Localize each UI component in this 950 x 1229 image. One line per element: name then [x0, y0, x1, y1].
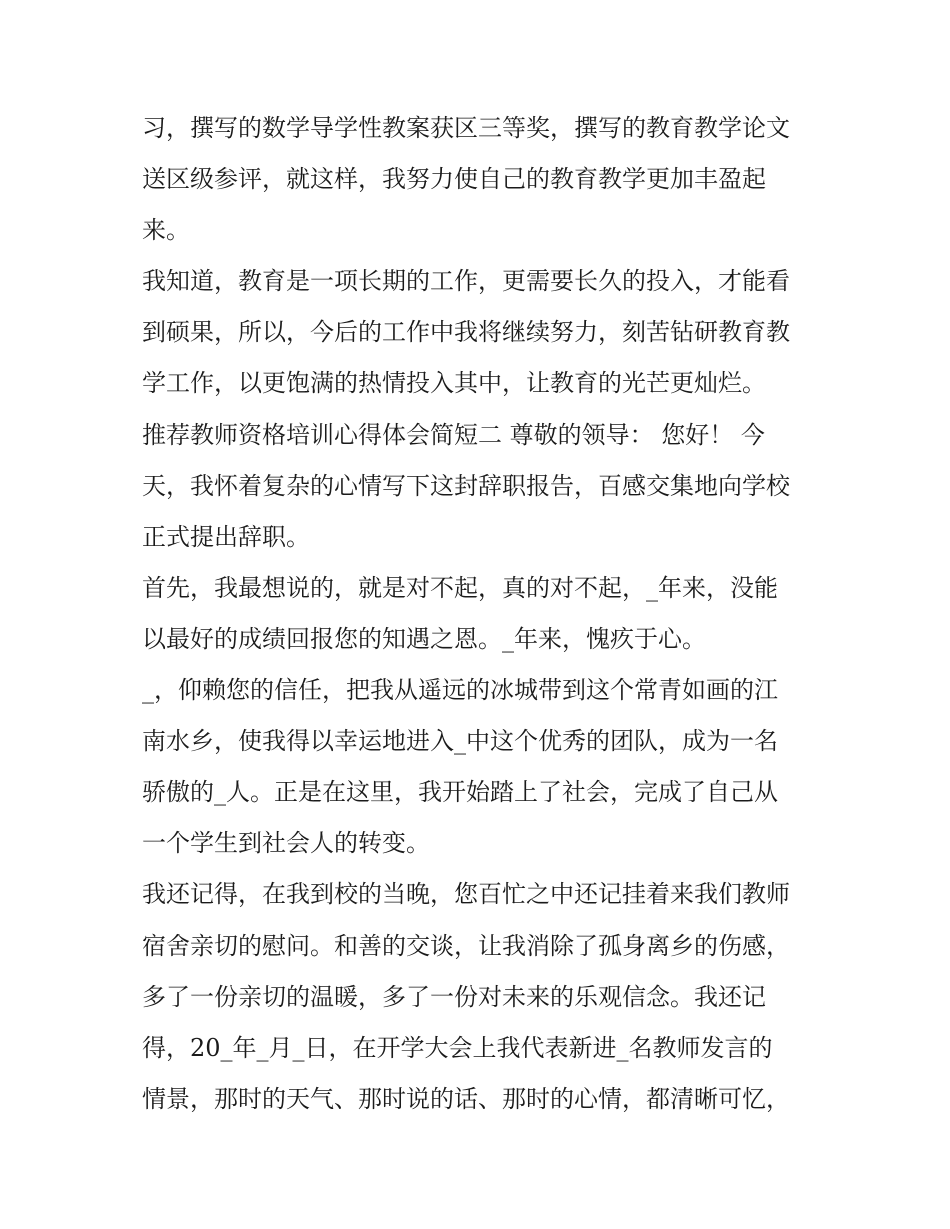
text-line: 得，20_年_月_日，在开学大会上我代表新进_名教师发言的 [142, 1033, 773, 1062]
text-line: 首先，我最想说的，就是对不起，真的对不起，_年来，没能 [142, 573, 778, 602]
text-line: 学工作，以更饱满的热情投入其中，让教育的光芒更灿烂。 [142, 369, 766, 398]
text-line: 正式提出辞职。 [142, 522, 310, 551]
text-line: 多了一份亲切的温暖，多了一份对未来的乐观信念。我还记 [142, 982, 766, 1011]
document-body [142, 103, 822, 1125]
text-line: 一个学生到社会人的转变。 [142, 829, 430, 858]
text-line: 宿舍亲切的慰问。和善的交谈，让我消除了孤身离乡的伤感， [142, 931, 790, 960]
text-line: 南水乡，使我得以幸运地进入_中这个优秀的团队，成为一名 [142, 727, 778, 756]
text-line: 推荐教师资格培训心得体会简短二 尊敬的领导： 您好！ 今 [142, 420, 765, 449]
text-line: 骄傲的_人。正是在这里，我开始踏上了社会，完成了自己从 [142, 778, 778, 807]
text-line: 到硕果，所以，今后的工作中我将继续努力，刻苦钻研教育教 [142, 318, 790, 347]
text-line: 送区级参评，就这样，我努力使自己的教育教学更加丰盈起 [142, 165, 766, 194]
text-line: 我还记得，在我到校的当晚，您百忙之中还记挂着来我们教师 [142, 880, 790, 909]
text-line: 习，撰写的数学导学性教案获区三等奖，撰写的教育教学论文 [142, 114, 790, 142]
text-line: 以最好的成绩回报您的知遇之恩。_年来，愧疚于心。 [142, 624, 706, 653]
text-line: 天，我怀着复杂的心情写下这封辞职报告，百感交集地向学校 [142, 471, 790, 500]
text-line: 情景，那时的天气、那时说的话、那时的心情，都清晰可忆， [142, 1084, 790, 1113]
text-line: 来。 [142, 216, 190, 245]
text-line: _，仰赖您的信任，把我从遥远的冰城带到这个常青如画的江 [142, 676, 778, 705]
text-line: 我知道，教育是一项长期的工作，更需要长久的投入，才能看 [142, 267, 790, 296]
